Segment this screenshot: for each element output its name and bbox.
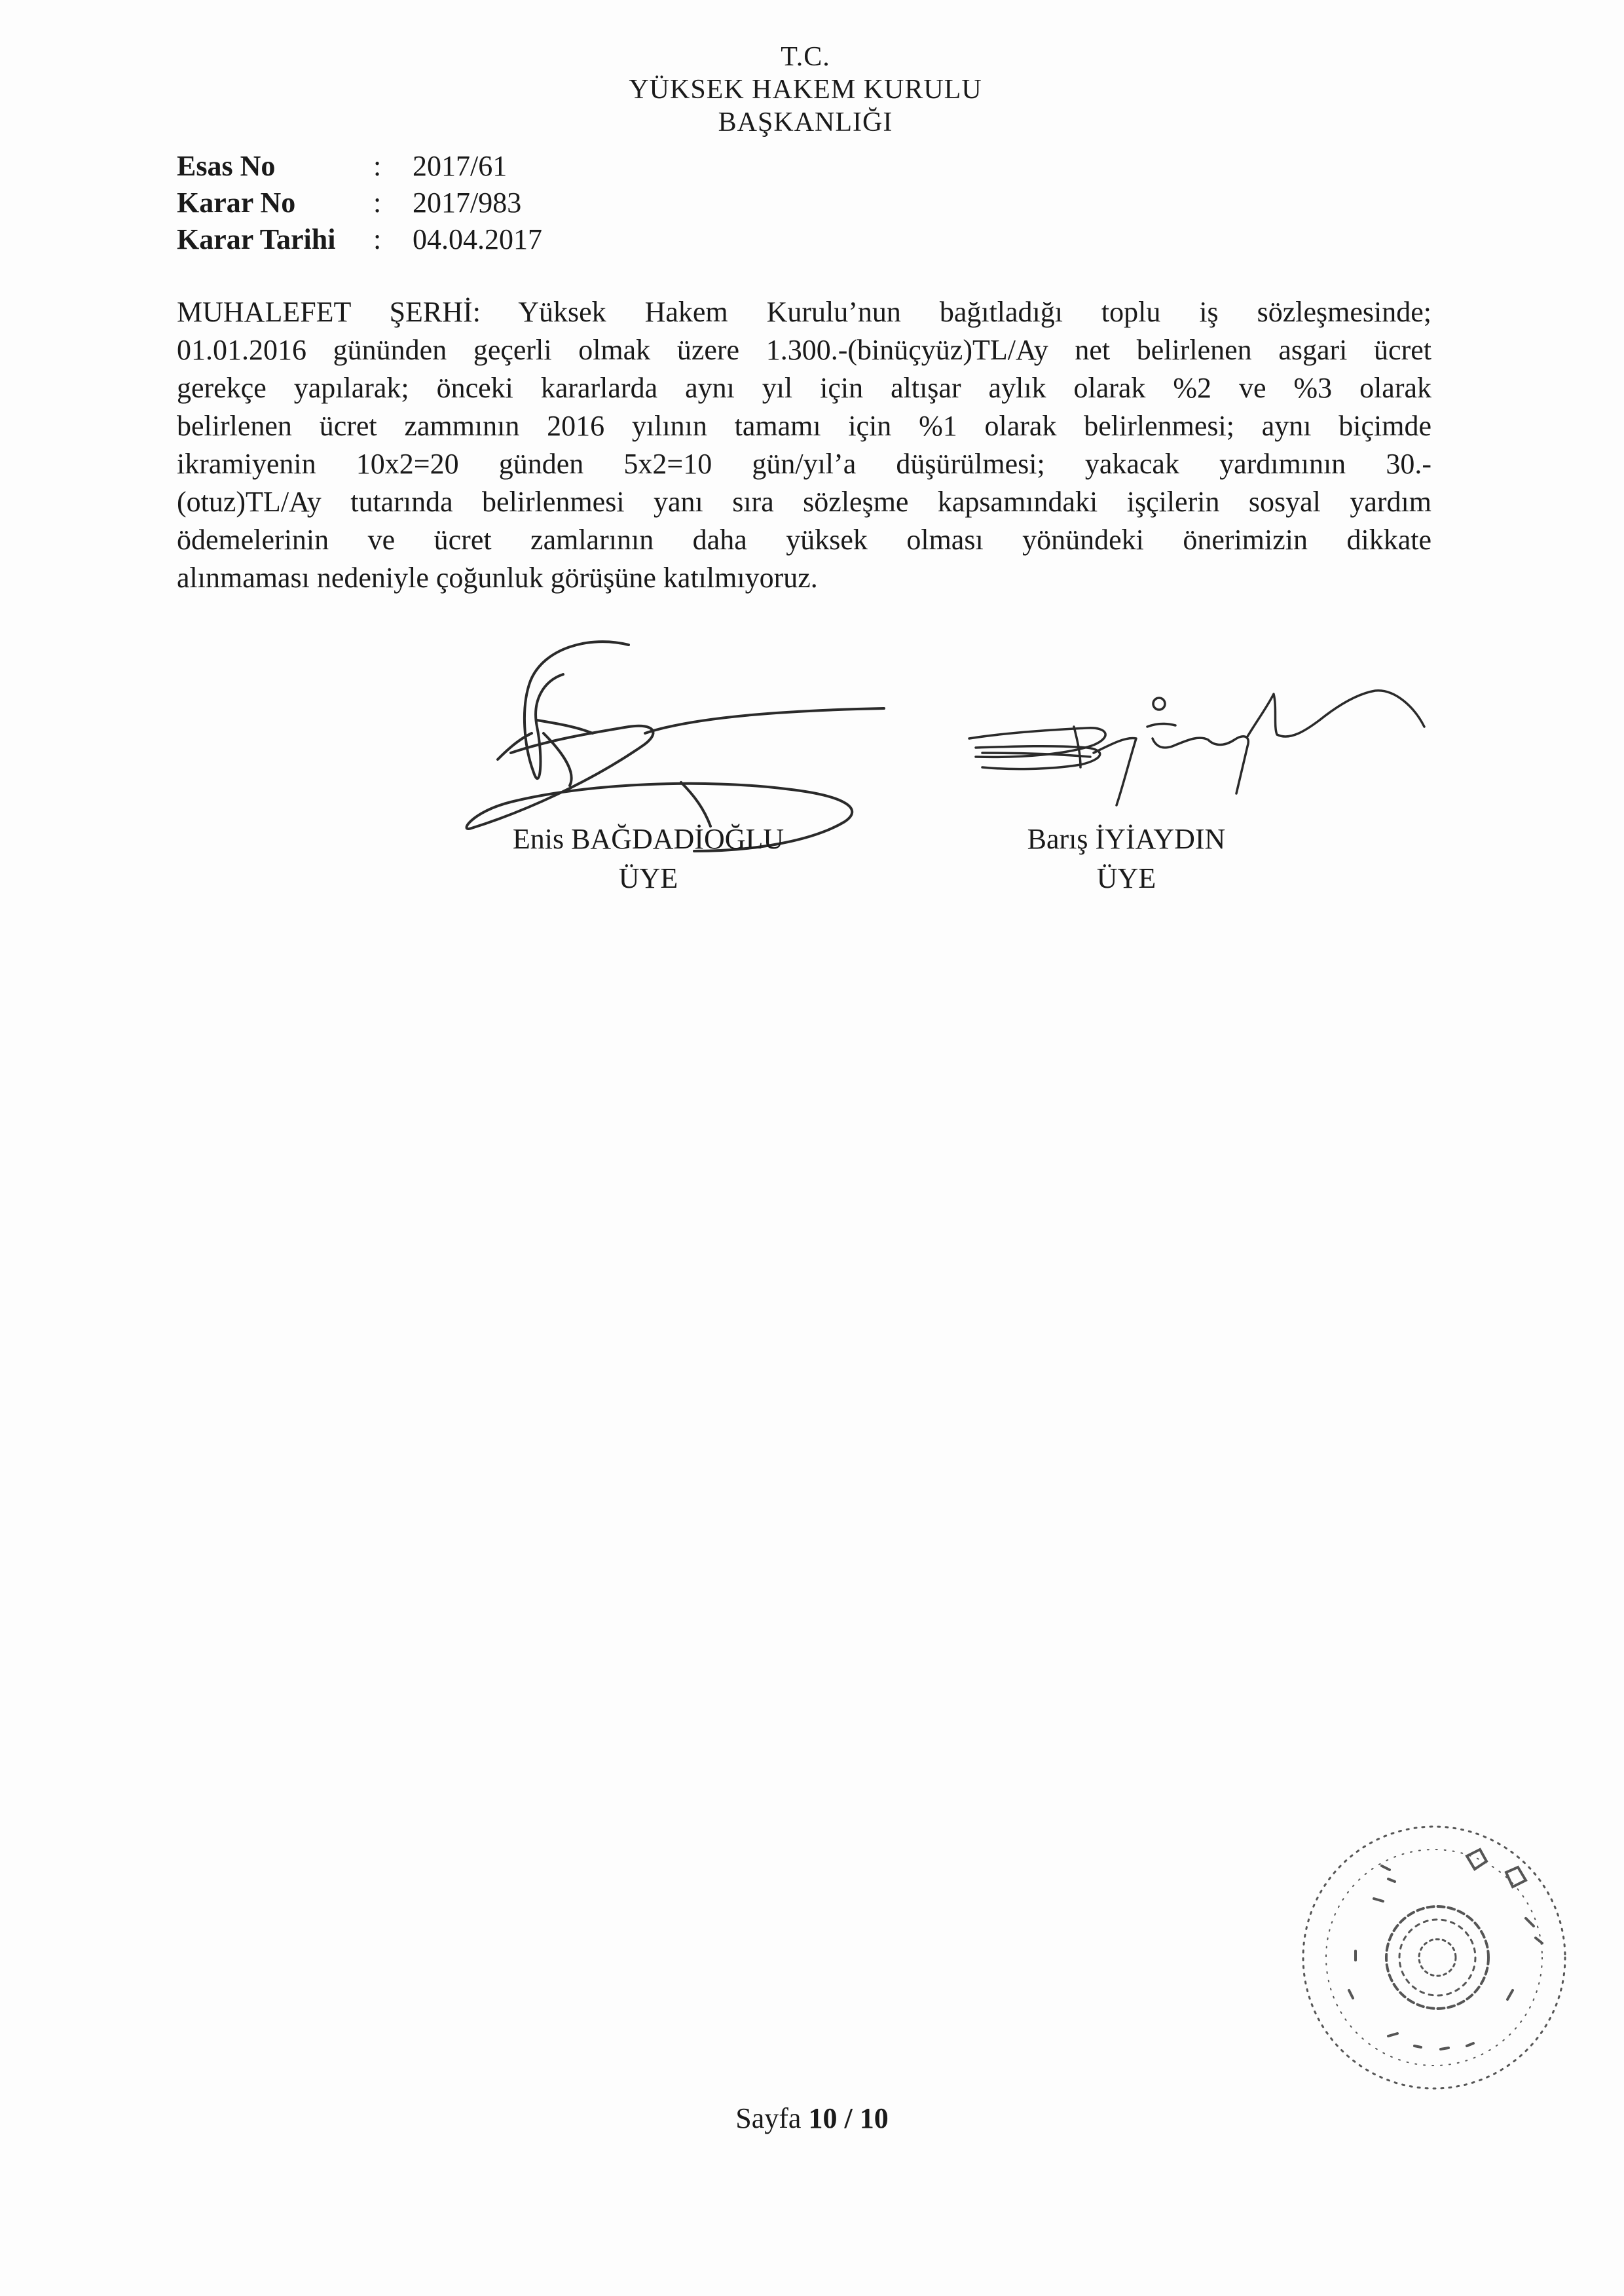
header-line-tc: T.C.	[781, 42, 830, 72]
case-colon: :	[373, 223, 382, 255]
signatory-right	[943, 820, 1310, 898]
case-row-karar	[177, 185, 542, 221]
case-row-tarih	[177, 221, 542, 258]
signatory-title: ÜYE	[618, 862, 678, 894]
header-line-presidency: BAŞKANLIĞI	[718, 107, 893, 137]
signatory-name: Barış İYİAYDIN	[1027, 823, 1226, 855]
header-line-institution: YÜKSEK HAKEM KURULU	[629, 75, 982, 105]
page-number: 10 / 10	[808, 2102, 889, 2134]
signatory-left	[478, 820, 819, 898]
case-value: 04.04.2017	[413, 223, 542, 255]
page-footer	[655, 2102, 969, 2135]
case-info	[177, 148, 542, 258]
page-label: Sayfa	[735, 2102, 809, 2134]
case-value: 2017/61	[413, 150, 507, 182]
case-colon: :	[373, 187, 382, 219]
paragraph-line: ikramiyenin 10x2=20 günden 5x2=10 gün/yıl’a düşürülmesi; yakacak yardımının 30.-	[177, 448, 1431, 480]
paragraph-line: alınmaması nedeniyle çoğunluk görüşüne katılmıyoruz.	[177, 562, 818, 594]
paragraph-line: gerekçe yapılarak; önceki kararlarda aynı yıl için altışar aylık olarak %2 ve %3 olarak	[177, 372, 1431, 404]
case-label: Esas No	[177, 150, 276, 182]
institution-header	[589, 41, 1022, 139]
dissent-paragraph	[177, 293, 1431, 597]
case-label: Karar Tarihi	[177, 223, 336, 255]
case-value: 2017/983	[413, 187, 522, 219]
paragraph-line: belirlenen ücret zammının 2016 yılının tamamı için %1 olarak belirlenmesi; aynı biçimde	[177, 410, 1431, 442]
case-colon: :	[373, 150, 382, 182]
signatory-title: ÜYE	[1096, 862, 1156, 894]
paragraph-line: (otuz)TL/Ay tutarında belirlenmesi yanı sıra sözleşme kapsamındaki işçilerin sosyal yardım	[177, 486, 1431, 518]
signature-right-icon	[969, 691, 1424, 805]
official-stamp-icon	[1303, 1827, 1565, 2088]
paragraph-line: 01.01.2016 gününden geçerli olmak üzere 1.300.-(binüçyüz)TL/Ay net belirlenen asgari ücret	[177, 334, 1431, 366]
signatory-name: Enis BAĞDADİOĞLU	[512, 823, 784, 855]
paragraph-line: ödemelerinin ve ücret zamlarının daha yüksek olması yönündeki önerimizin dikkate	[177, 524, 1431, 556]
paragraph-line: MUHALEFET ŞERHİ: Yüksek Hakem Kurulu’nun bağıtladığı toplu iş sözleşmesinde;	[177, 296, 1431, 328]
case-label: Karar No	[177, 187, 296, 219]
case-row-esas	[177, 148, 542, 185]
